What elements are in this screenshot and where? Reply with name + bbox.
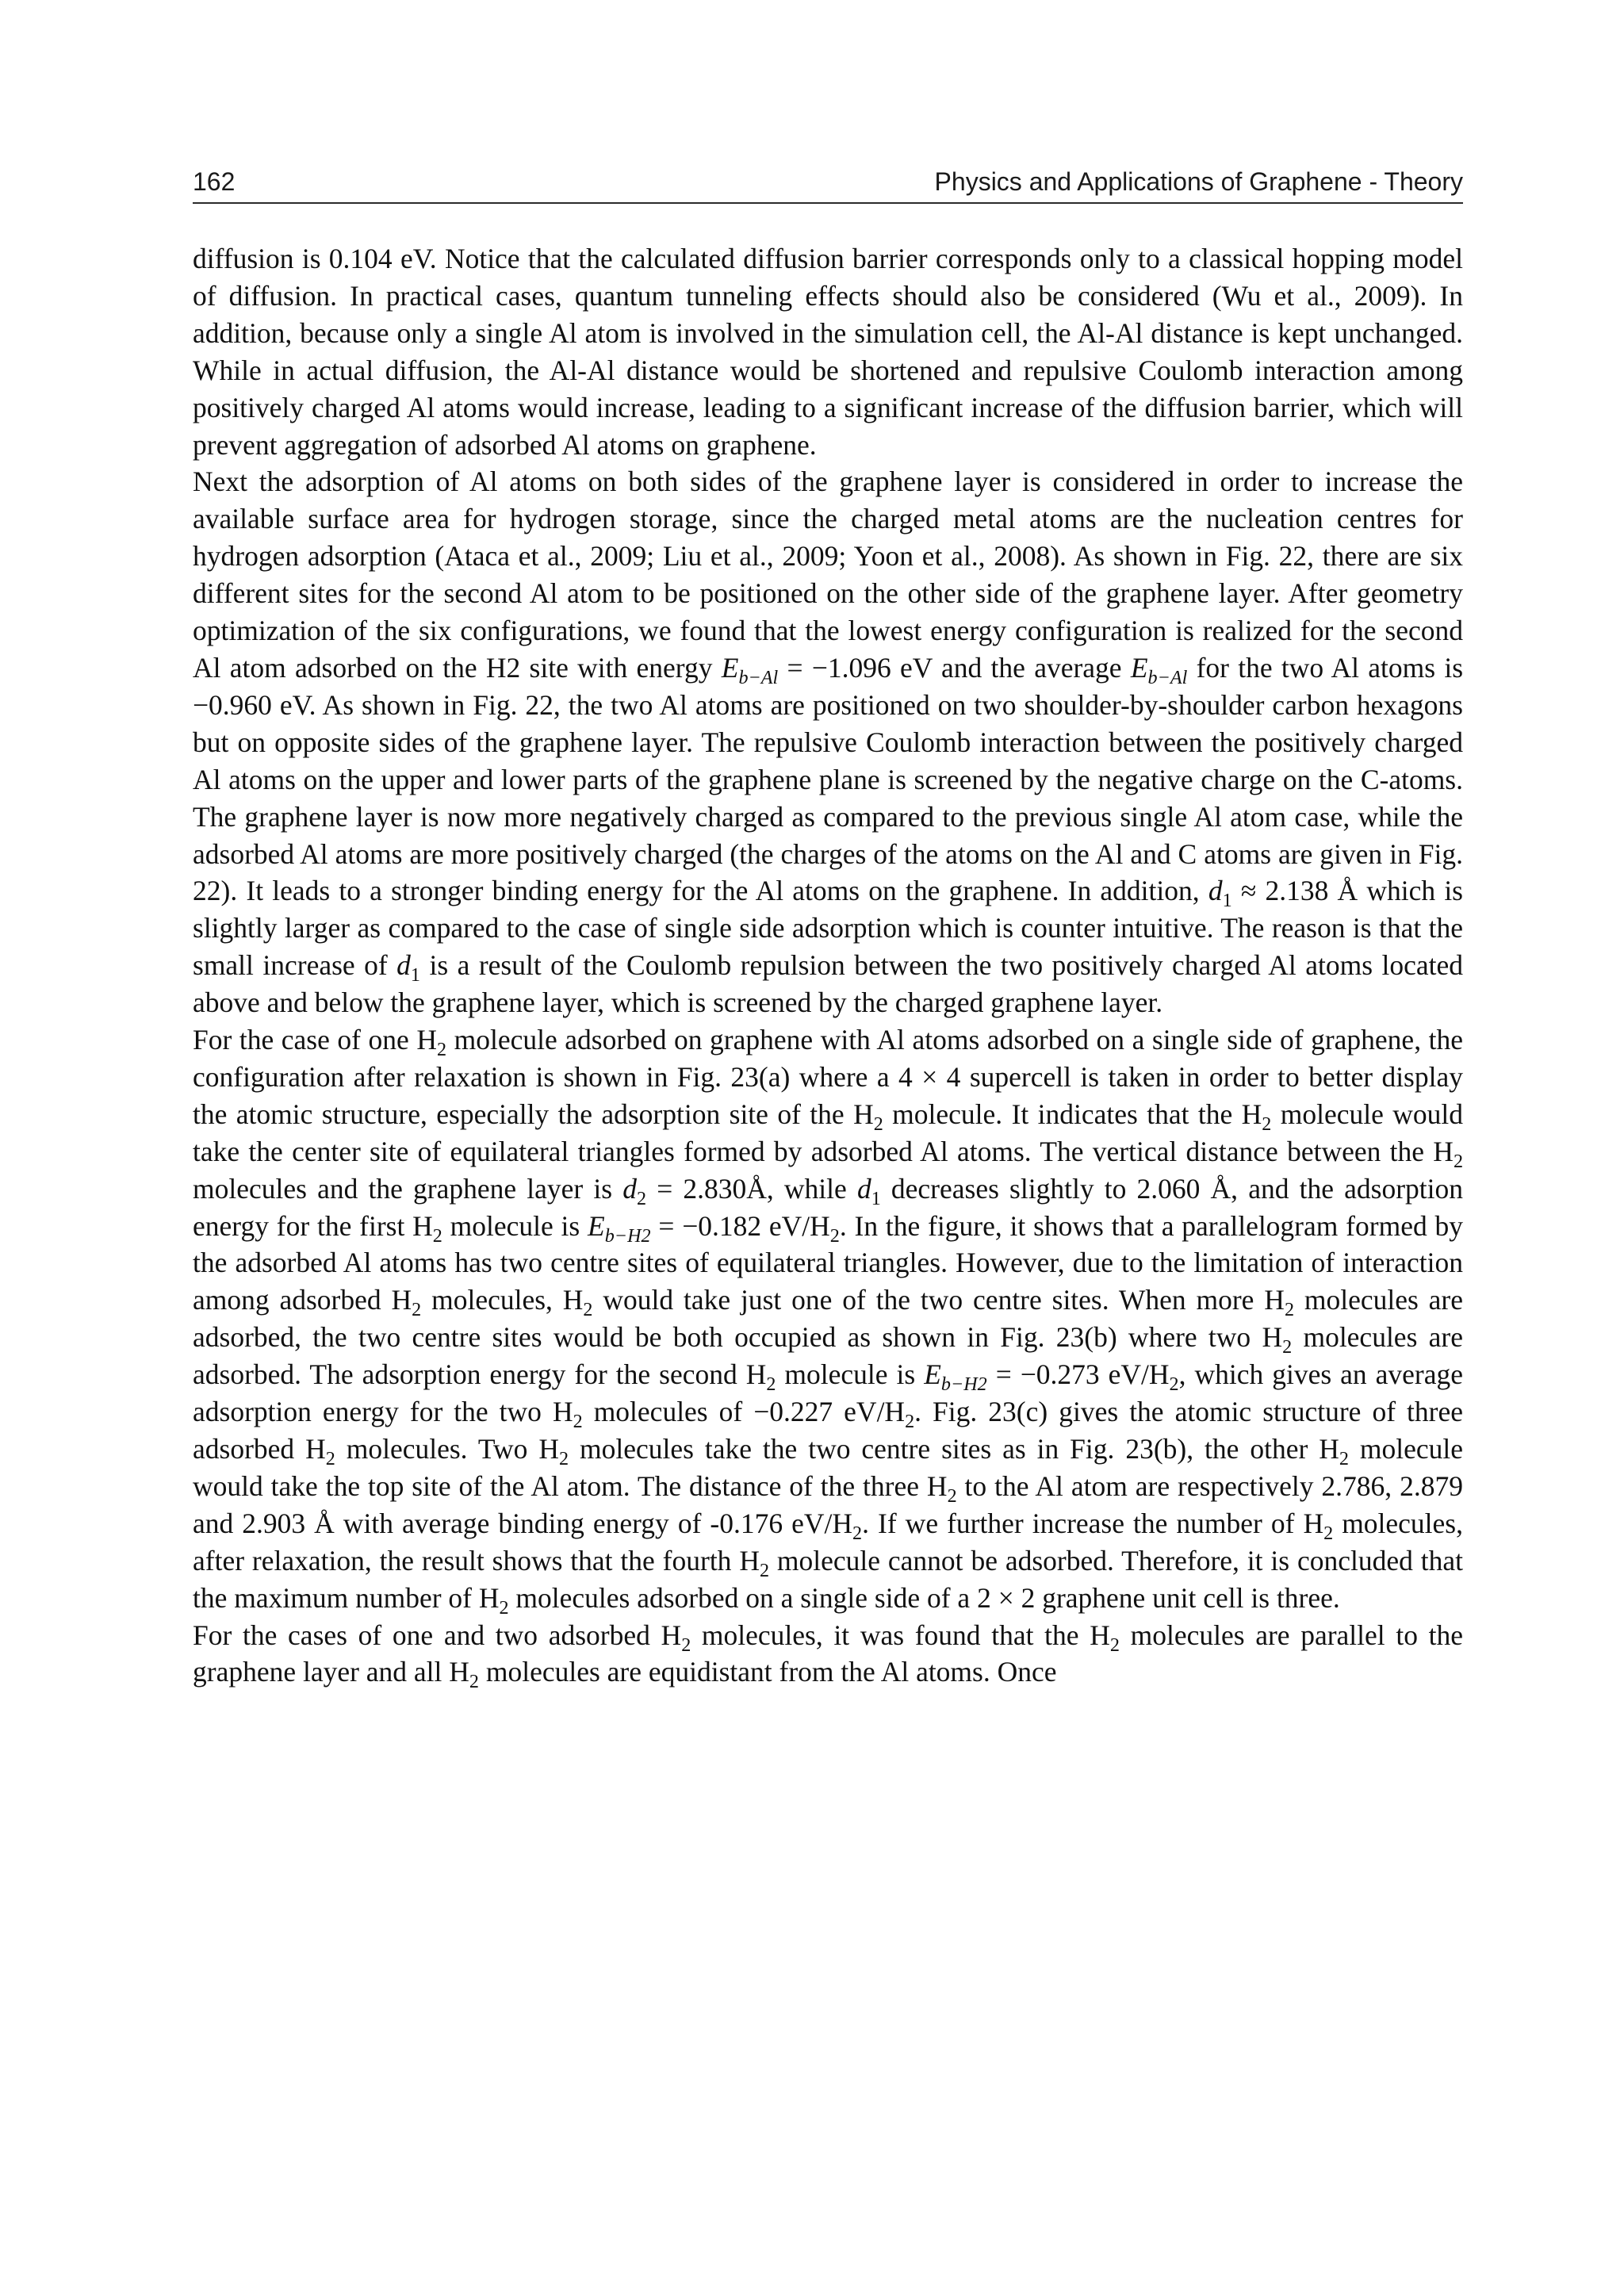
text-run: molecule would take the top site of the Al atom. The distance of the three H bbox=[193, 1433, 1464, 1502]
text-run: molecule. It indicates that the H bbox=[883, 1098, 1262, 1130]
math-subscript: 1 bbox=[410, 964, 420, 987]
text-run: molecules are adsorbed. The adsorption energy for the second H bbox=[193, 1321, 1463, 1391]
text-run: For the case of one H bbox=[193, 1024, 438, 1056]
running-head bbox=[193, 163, 1463, 201]
subscript: 2 bbox=[905, 1411, 915, 1433]
text-run: molecules take the two centre sites as in Fig. 23(b), the other H bbox=[569, 1433, 1339, 1465]
header-rule bbox=[193, 202, 1463, 204]
subscript: 2 bbox=[1339, 1448, 1349, 1470]
text-run: molecules, H bbox=[421, 1284, 584, 1316]
math-symbol: E bbox=[721, 651, 739, 684]
text-run: decreases slightly to 2.060 Å, and the adsorption energy for the first H bbox=[193, 1172, 1463, 1242]
subscript: 2 bbox=[947, 1485, 957, 1507]
math-subscript: 1 bbox=[871, 1187, 881, 1209]
subscript: 2 bbox=[1323, 1522, 1334, 1544]
text-run: molecules, after relaxation, the result shows that the fourth H bbox=[193, 1507, 1463, 1576]
text-run: molecules adsorbed on a single side of a 2 × 2 graphene unit cell is three. bbox=[508, 1581, 1340, 1614]
text-run: molecules. Two H bbox=[335, 1433, 559, 1465]
text-run: molecules are equidistant from the Al atoms. Once bbox=[478, 1656, 1057, 1688]
math-symbol: d bbox=[396, 949, 411, 982]
subscript: 2 bbox=[432, 1224, 442, 1247]
subscript: 2 bbox=[559, 1448, 569, 1470]
math-subscript: b−H2 bbox=[604, 1224, 651, 1247]
subscript: 2 bbox=[573, 1411, 583, 1433]
subscript: 2 bbox=[766, 1373, 776, 1396]
paragraph-both-sides-adsorption bbox=[193, 463, 1463, 1021]
text-run: = 2.830Å, while bbox=[646, 1172, 857, 1205]
math-subscript: 2 bbox=[636, 1187, 647, 1209]
math-subscript: b−H2 bbox=[940, 1373, 987, 1396]
text-run: = −1.096 eV and the average bbox=[778, 651, 1131, 684]
subscript: 2 bbox=[469, 1671, 479, 1693]
paragraph-diffusion-barrier bbox=[193, 240, 1463, 463]
text-run: molecule is bbox=[442, 1209, 588, 1242]
text-run: would take just one of the two centre sites. When more H bbox=[592, 1284, 1285, 1316]
subscript: 2 bbox=[583, 1299, 593, 1321]
math-subscript: 1 bbox=[1222, 890, 1232, 912]
paragraph-h2-parallel bbox=[193, 1617, 1463, 1691]
text-run: for the two Al atoms is −0.960 eV. As shown in Fig. 22, the two Al atoms are positioned on two shoulder-by-shoulder carbon hexagons but on opposite sides of the graphene layer. The repulsive Coulomb interaction between the positively charged Al atoms on the upper and lower parts of the graphene plane is screened by the negative charge on the C-atoms. The graphene layer is now more negatively charged as compared to the previous single Al atom case, while the adsorbed Al atoms are more positively charged (the charges of the atoms on the Al and C atoms are given in Fig. 22). It leads to a stronger binding energy for the Al atoms on the graphene. In addition, bbox=[193, 651, 1464, 907]
text-run: to the Al atom are respectively 2.786, 2.879 and 2.903 Å with average binding energy of -0.176 eV/H bbox=[193, 1469, 1463, 1539]
text-run: molecule adsorbed on graphene with Al atoms adsorbed on a single side of graphene, the configuration after relaxation is shown in Fig. 23(a) where a 4 × 4 supercell is taken in order to better display the atomic structure, especially the adsorption site of the H bbox=[193, 1024, 1463, 1130]
text-run: = −0.273 eV/H bbox=[986, 1358, 1170, 1391]
paragraph-text: diffusion is 0.104 eV. Notice that the calculated diffusion barrier corresponds only to a classical hopping model of diffusion. In practical cases, quantum tunneling effects should also be considered (Wu et al., 2009). In addition, because only a single Al atom is involved in the simulation cell, the Al-Al distance is kept unchanged. While in actual diffusion, the Al-Al distance would be shortened and repulsive Coulomb interaction among positively charged Al atoms would increase, leading to a significant increase of the diffusion barrier, which will prevent aggregation of adsorbed Al atoms on graphene. bbox=[193, 243, 1463, 461]
subscript: 2 bbox=[1109, 1634, 1120, 1656]
math-symbol: E bbox=[588, 1209, 605, 1242]
subscript: 2 bbox=[681, 1634, 691, 1656]
text-run: molecule cannot be adsorbed. Therefore, it is concluded that the maximum number of H bbox=[193, 1544, 1463, 1614]
text-run: ≈ 2.138 Å which is slightly larger as compared to the case of single side adsorption which is counter intuitive. The reason is that the small increase of bbox=[193, 875, 1463, 982]
text-run: . In the figure, it shows that a parallelogram formed by the adsorbed Al atoms has two centre sites of equilateral triangles. However, due to the limitation of interaction among adsorbed H bbox=[193, 1209, 1464, 1316]
text-run: Next the adsorption of Al atoms on both sides of the graphene layer is considered in order to increase the available surface area for hydrogen storage, since the charged metal atoms are the nucleation centres for hydrogen adsorption (Ataca et al., 2009; Liu et al., 2009; Yoon et al., 2008). As shown in Fig. 22, there are six different sites for the second Al atom to be positioned on the other side of the graphene layer. After geometry optimization of the six configurations, we found that the lowest energy configuration is realized for the second Al atom adsorbed on the H2 site with energy bbox=[193, 465, 1463, 684]
math-symbol: d bbox=[856, 1172, 871, 1205]
subscript: 2 bbox=[1284, 1299, 1294, 1321]
subscript: 2 bbox=[499, 1596, 509, 1619]
subscript: 2 bbox=[412, 1299, 422, 1321]
text-run: = −0.182 eV/H bbox=[650, 1209, 830, 1242]
text-run: , which gives an average adsorption energy for the two H bbox=[193, 1358, 1464, 1428]
subscript: 2 bbox=[873, 1113, 883, 1135]
math-subscript: b−Al bbox=[1147, 667, 1188, 689]
running-title: Physics and Applications of Graphene - Theory bbox=[934, 167, 1463, 196]
page-number: 162 bbox=[193, 167, 236, 196]
text-run: molecule would take the center site of equilateral triangles formed by adsorbed Al atoms. The vertical distance between the H bbox=[193, 1098, 1464, 1167]
text-run: . Fig. 23(c) gives the atomic structure of three adsorbed H bbox=[193, 1396, 1463, 1465]
paragraph-h2-single-side bbox=[193, 1021, 1463, 1617]
subscript: 2 bbox=[1262, 1113, 1272, 1135]
subscript: 2 bbox=[1453, 1150, 1463, 1172]
subscript: 2 bbox=[829, 1224, 840, 1247]
text-run: molecules are adsorbed, the two centre sites would be both occupied as shown in Fig. 23(b) where two H bbox=[193, 1284, 1464, 1354]
math-symbol: d bbox=[622, 1172, 637, 1205]
math-symbol: d bbox=[1208, 875, 1223, 907]
math-subscript: b−Al bbox=[738, 667, 779, 689]
text-run: is a result of the Coulomb repulsion between the two positively charged Al atoms located above and below the graphene layer, which is screened by the charged graphene layer. bbox=[193, 949, 1463, 1019]
math-symbol: E bbox=[924, 1358, 941, 1391]
body-text bbox=[193, 240, 1463, 1691]
text-run: molecules and the graphene layer is bbox=[193, 1172, 623, 1205]
subscript: 2 bbox=[1282, 1336, 1293, 1358]
subscript: 2 bbox=[1169, 1373, 1179, 1396]
subscript: 2 bbox=[852, 1522, 863, 1544]
text-run: molecules are parallel to the graphene layer and all H bbox=[193, 1619, 1463, 1688]
subscript: 2 bbox=[437, 1039, 447, 1061]
text-run: For the cases of one and two adsorbed H bbox=[193, 1619, 682, 1651]
text-run: . If we further increase the number of H bbox=[862, 1507, 1324, 1539]
text-run: molecules, it was found that the H bbox=[691, 1619, 1110, 1651]
subscript: 2 bbox=[325, 1448, 335, 1470]
text-run: molecules of −0.227 eV/H bbox=[582, 1396, 906, 1428]
text-run: molecule is bbox=[776, 1358, 925, 1391]
subscript: 2 bbox=[759, 1559, 770, 1581]
math-symbol: E bbox=[1130, 651, 1148, 684]
